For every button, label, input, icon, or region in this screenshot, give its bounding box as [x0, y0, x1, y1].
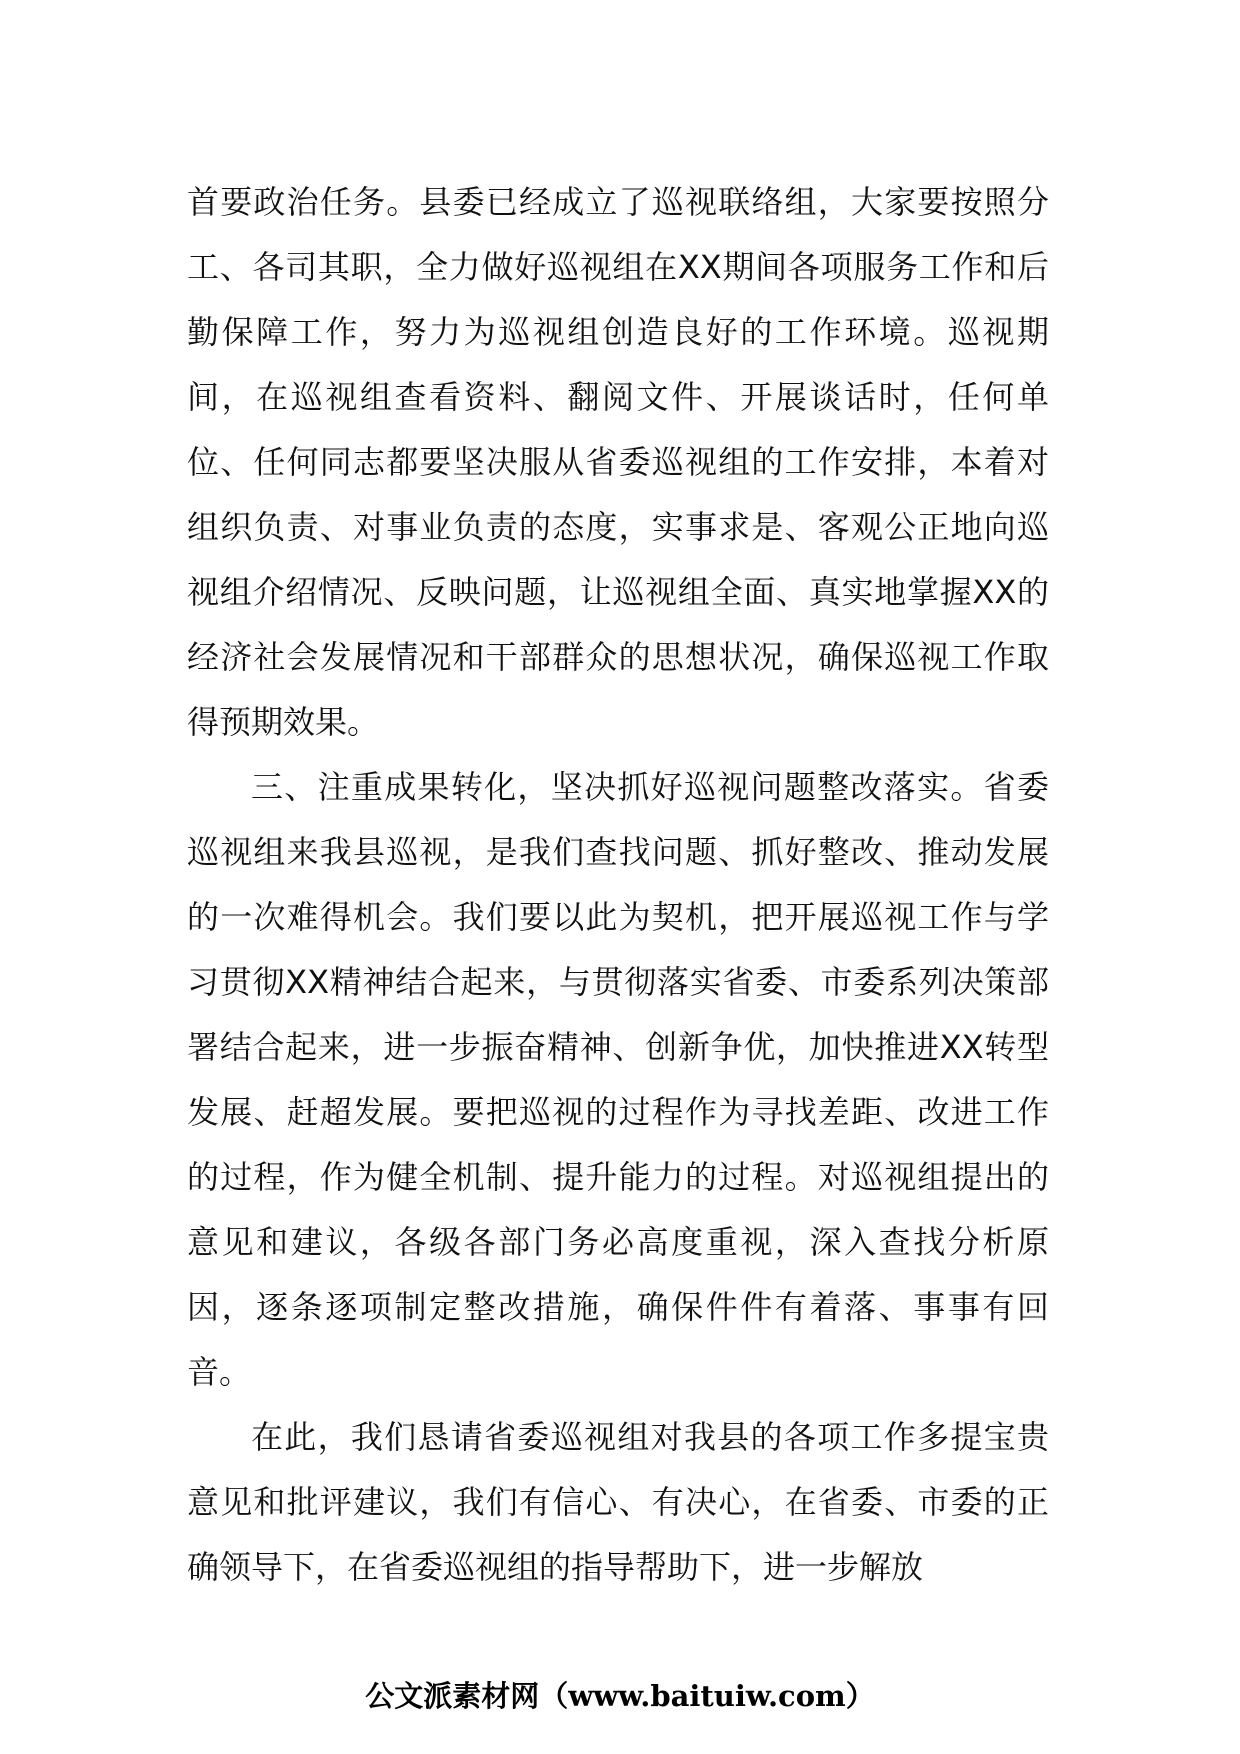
paragraph-request: 在此，我们恳请省委巡视组对我县的各项工作多提宝贵意见和批评建议，我们有信心、有决心，在省委、市委的正确领导下，在省委巡视组的指导帮助下，进一步解放 [187, 1418, 1049, 1586]
page-footer-watermark: 公文派素材网（www.baituiw.com） [365, 1679, 875, 1713]
paragraph-continuation: 首要政治任务。县委已经成立了巡视联络组，大家要按照分工、各司其职，全力做好巡视组在XX期间各项服务工作和后勤保障工作，努力为巡视组创造良好的工作环境。巡视期间，在巡视组查看资料、翻阅文件、开展谈话时，任何单位、任何同志都要坚决服从省委巡视组的工作安排，本着对组织负责、对事业负责的态度，实事求是、客观公正地向巡视组介绍情况、反映问题，让巡视组全面、真实地掌握XX的经济社会发展情况和干部群众的思想状况，确保巡视工作取得预期效果。 [187, 183, 1049, 741]
paragraph-section-three: 三、注重成果转化，坚决抓好巡视问题整改落实。省委巡视组来我县巡视，是我们查找问题、抓好整改、推动发展的一次难得机会。我们要以此为契机，把开展巡视工作与学习贯彻XX精神结合起来，与贯彻落实省委、市委系列决策部署结合起来，进一步振奋精神、创新争优，加快推进XX转型发展、赶超发展。要把巡视的过程作为寻找差距、改进工作的过程，作为健全机制、提升能力的过程。对巡视组提出的意见和建议，各级各部门务必高度重视，深入查找分析原因，逐条逐项制定整改措施，确保件件有着落、事事有回音。 [187, 768, 1049, 1391]
document-body [187, 170, 1049, 1600]
